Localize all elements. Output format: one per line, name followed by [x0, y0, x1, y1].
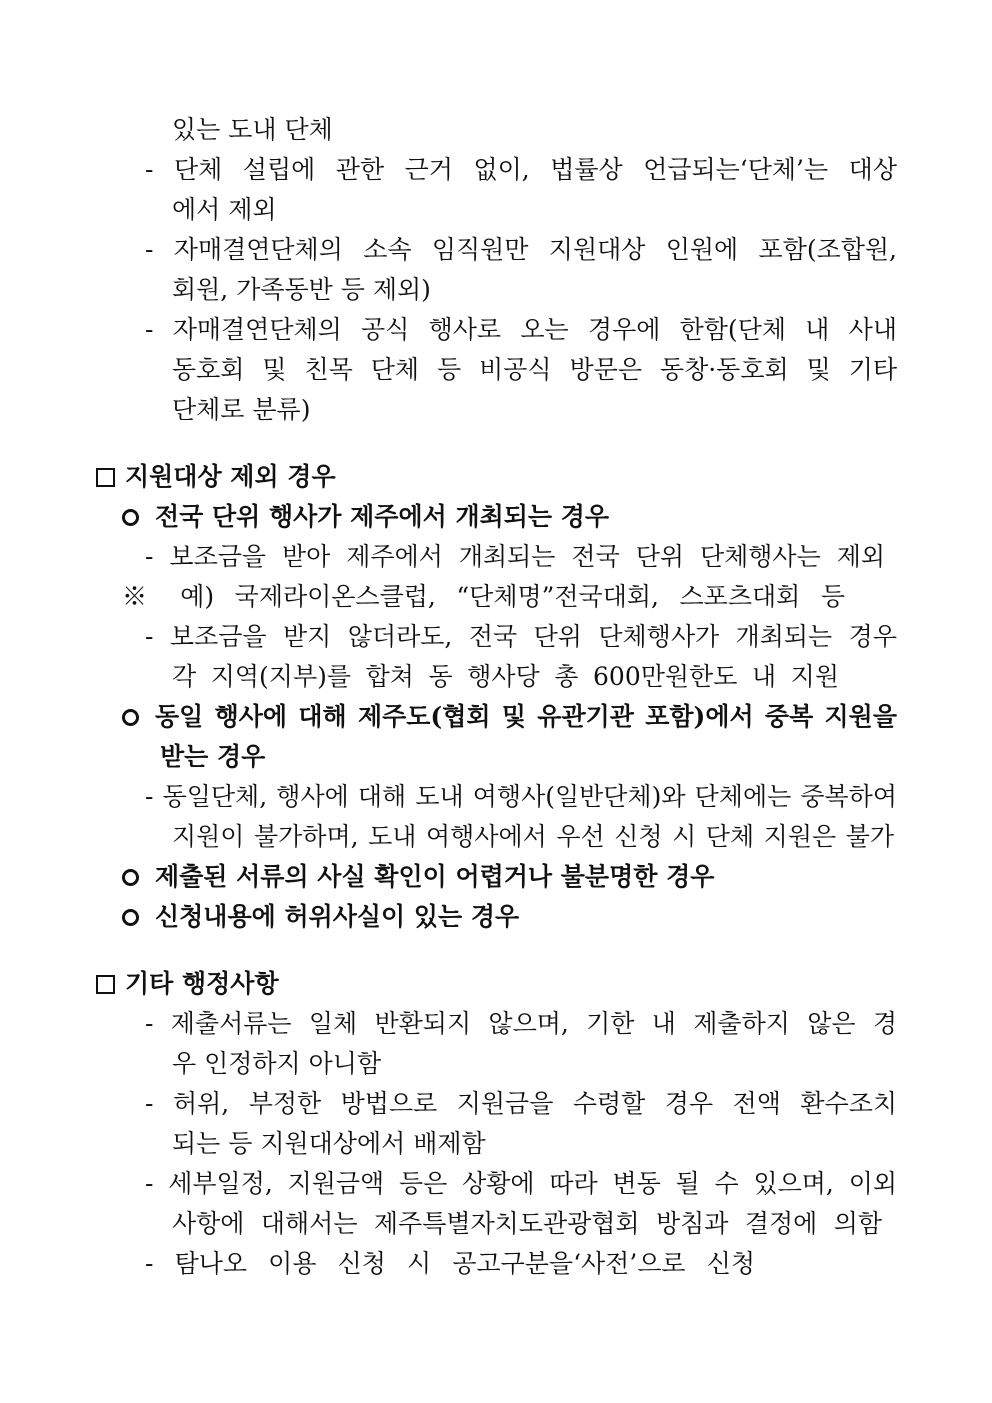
bullet-title: 동일 행사에 대해 제주도(협회 및 유관기관 포함)에서 중복 지원을 [155, 702, 897, 731]
circle-bullet-icon [122, 509, 139, 526]
text-line: - 자매결연단체의 공식 행사로 오는 경우에 한함(단체 내 사내 [145, 315, 897, 344]
section-heading-text: 기타 행정사항 [125, 969, 279, 998]
bullet-title-continued: 받는 경우 [160, 742, 266, 771]
section-heading-text: 지원대상 제외 경우 [125, 462, 336, 491]
section-heading [96, 457, 336, 497]
bullet-item [122, 497, 609, 537]
bullet-item [122, 697, 897, 737]
bullet-title: 제출된 서류의 사실 확인이 어렵거나 불분명한 경우 [155, 862, 715, 891]
text-line: - 보조금을 받아 제주에서 개최되는 전국 단위 단체행사는 제외 [145, 542, 885, 571]
bullet-title: 신청내용에 허위사실이 있는 경우 [155, 902, 520, 931]
text-line: 우 인정하지 아니함 [172, 1049, 382, 1078]
circle-bullet-icon [122, 869, 139, 886]
checkbox-square-icon [96, 468, 115, 487]
bullet-item [122, 897, 519, 937]
bullet-item [122, 857, 714, 897]
text-line: - 단체 설립에 관한 근거 없이, 법률상 언급되는‘단체’는 대상 [145, 155, 897, 184]
text-line: 되는 등 지원대상에서 배제함 [172, 1129, 486, 1158]
text-line: 있는 도내 단체 [172, 115, 333, 144]
circle-bullet-icon [122, 909, 139, 926]
text-line: - 제출서류는 일체 반환되지 않으며, 기한 내 제출하지 않은 경 [145, 1009, 897, 1038]
text-line: 각 지역(지부)를 합쳐 동 행사당 총 600만원한도 내 지원 [172, 662, 839, 691]
text-line: - 자매결연단체의 소속 임직원만 지원대상 인원에 포함(조합원, [145, 235, 897, 264]
text-line: - 동일단체, 행사에 대해 도내 여행사(일반단체)와 단체에는 중복하여 [145, 782, 897, 811]
text-line: 사항에 대해서는 제주특별자치도관광협회 방침과 결정에 의함 [172, 1209, 882, 1238]
text-line: 회원, 가족동반 등 제외) [172, 275, 431, 304]
bullet-title: 전국 단위 행사가 제주에서 개최되는 경우 [155, 502, 610, 531]
text-line: 동호회 및 친목 단체 등 비공식 방문은 동창·동호회 및 기타 [172, 355, 897, 384]
circle-bullet-icon [122, 709, 139, 726]
text-line: 에서 제외 [172, 195, 277, 224]
text-line: - 세부일정, 지원금액 등은 상황에 따라 변동 될 수 있으며, 이외 [145, 1169, 897, 1198]
checkbox-square-icon [96, 975, 115, 994]
text-line: 지원이 불가하며, 도내 여행사에서 우선 신청 시 단체 지원은 불가 [172, 822, 894, 851]
section-heading [96, 964, 279, 1004]
text-line: - 허위, 부정한 방법으로 지원금을 수령할 경우 전액 환수조치 [145, 1089, 897, 1118]
note-line: ※ 예) 국제라이온스클럽, “단체명”전국대회, 스포츠대회 등 [122, 582, 845, 611]
text-line: - 탐나오 이용 신청 시 공고구분을‘사전’으로 신청 [145, 1249, 755, 1278]
text-line: 단체로 분류) [172, 395, 311, 424]
text-line: - 보조금을 받지 않더라도, 전국 단위 단체행사가 개최되는 경우 [145, 622, 897, 651]
